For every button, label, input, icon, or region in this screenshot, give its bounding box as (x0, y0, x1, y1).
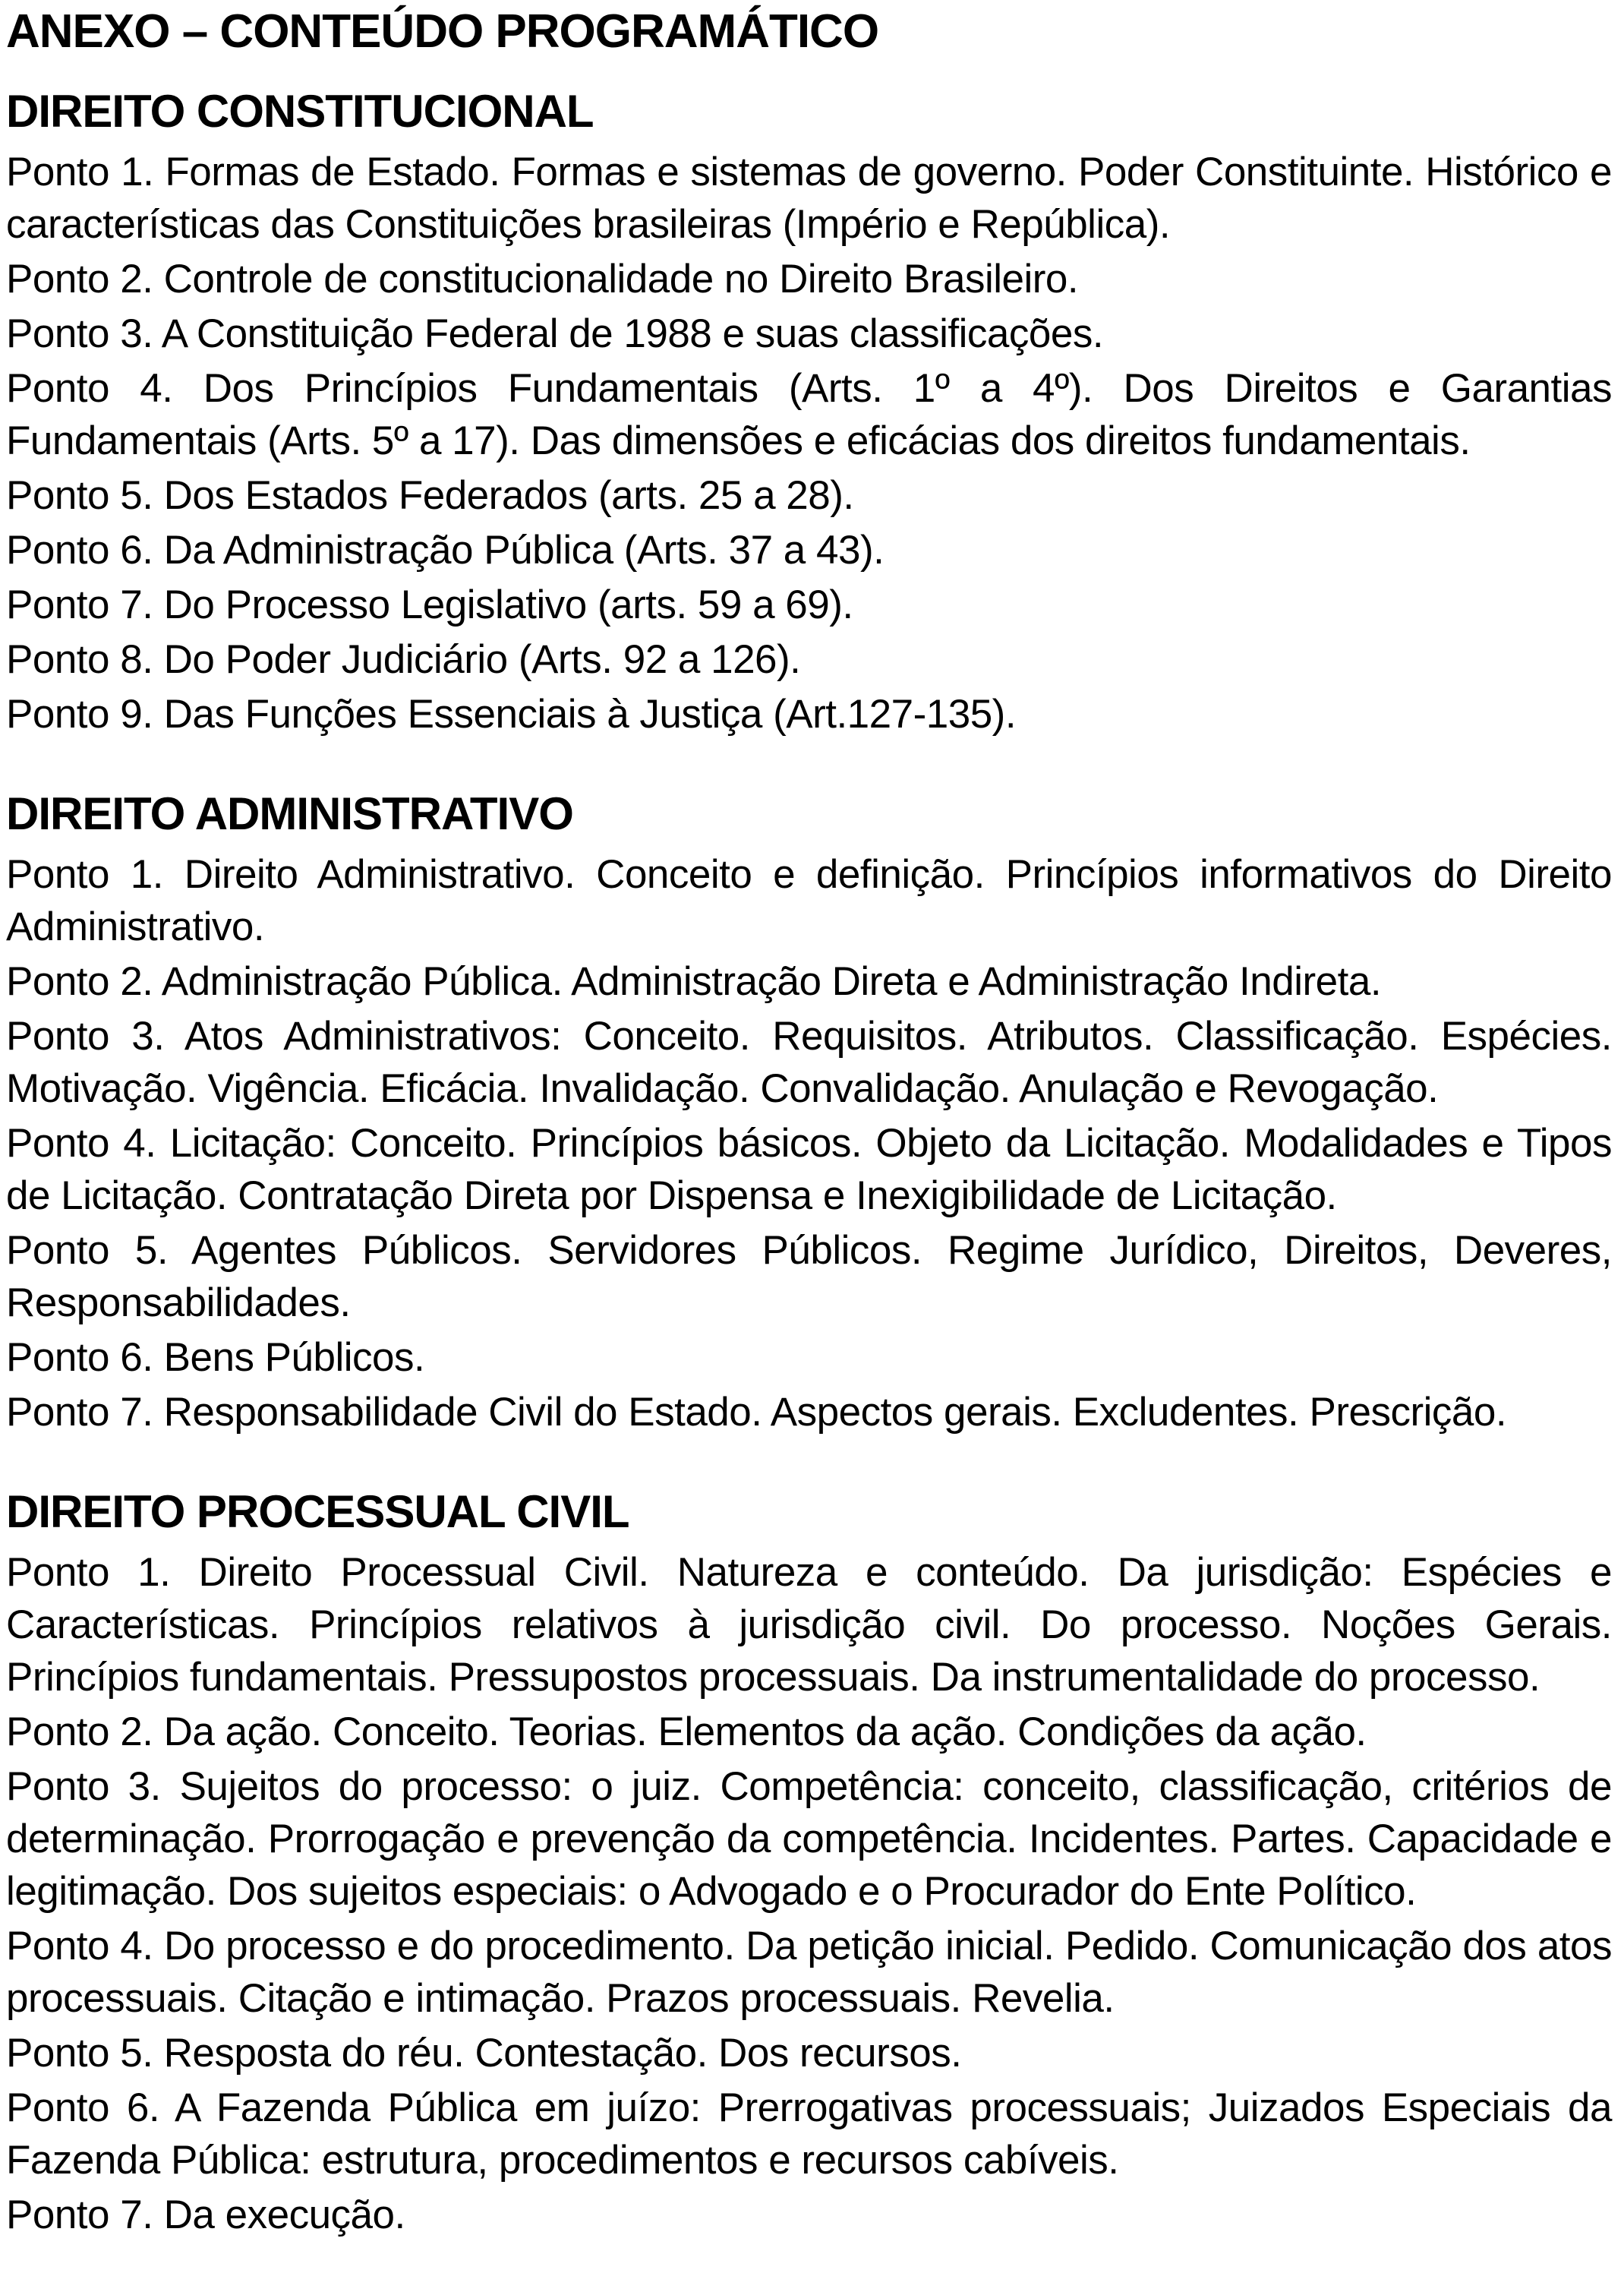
syllabus-item: Ponto 5. Resposta do réu. Contestação. Dos recursos. (6, 2031, 962, 2076)
section-heading-direito-processual-civil: DIREITO PROCESSUAL CIVIL (6, 1486, 629, 1537)
syllabus-item: Ponto 5. Dos Estados Federados (arts. 25 a 28). (6, 473, 854, 518)
syllabus-item: Ponto 6. Da Administração Pública (Arts. 37 a 43). (6, 528, 885, 573)
syllabus-item: Ponto 4. Do processo e do procedimento. Da petição inicial. Pedido. Comunicação dos atos processuais. Citação e intimação. Prazos processuais. Revelia. (6, 1924, 1612, 2021)
syllabus-item: Ponto 7. Da execução. (6, 2192, 405, 2237)
section-heading-direito-administrativo: DIREITO ADMINISTRATIVO (6, 788, 573, 839)
syllabus-item: Ponto 1. Direito Processual Civil. Natureza e conteúdo. Da jurisdição: Espécies e Características. Princípios relativos à jurisdição civil. Do processo. Noções Gerais. Princípios fundamentais. Pressupostos processuais. Da instrumentalidade do processo. (6, 1550, 1612, 1700)
syllabus-item: Ponto 3. A Constituição Federal de 1988 e suas classificações. (6, 311, 1104, 356)
syllabus-item: Ponto 1. Direito Administrativo. Conceito e definição. Princípios informativos do Direito Administrativo. (6, 852, 1612, 949)
syllabus-item: Ponto 2. Controle de constitucionalidade no Direito Brasileiro. (6, 257, 1079, 301)
syllabus-item: Ponto 4. Licitação: Conceito. Princípios básicos. Objeto da Licitação. Modalidades e Tipos de Licitação. Contratação Direta por Dispensa e Inexigibilidade de Licitação. (6, 1121, 1612, 1218)
syllabus-item: Ponto 4. Dos Princípios Fundamentais (Arts. 1º a 4º). Dos Direitos e Garantias Fundamentais (Arts. 5º a 17). Das dimensões e eficácias dos direitos fundamentais. (6, 366, 1612, 463)
syllabus-item: Ponto 1. Formas de Estado. Formas e sistemas de governo. Poder Constituinte. Histórico e características das Constituições brasileiras (Império e República). (6, 150, 1612, 247)
document-title: ANEXO – CONTEÚDO PROGRAMÁTICO (6, 5, 879, 58)
syllabus-item: Ponto 5. Agentes Públicos. Servidores Públicos. Regime Jurídico, Direitos, Deveres, Responsabilidades. (6, 1228, 1612, 1325)
syllabus-item: Ponto 7. Responsabilidade Civil do Estado. Aspectos gerais. Excludentes. Prescrição. (6, 1390, 1507, 1435)
syllabus-item: Ponto 2. Da ação. Conceito. Teorias. Elementos da ação. Condições da ação. (6, 1709, 1367, 1754)
syllabus-item: Ponto 6. Bens Públicos. (6, 1335, 425, 1380)
syllabus-item: Ponto 6. A Fazenda Pública em juízo: Prerrogativas processuais; Juizados Especiais da Fazenda Pública: estrutura, procedimentos e recursos cabíveis. (6, 2085, 1612, 2183)
syllabus-item: Ponto 2. Administração Pública. Administração Direta e Administração Indireta. (6, 959, 1382, 1004)
syllabus-item: Ponto 9. Das Funções Essenciais à Justiça (Art.127-135). (6, 692, 1017, 737)
section-heading-direito-constitucional: DIREITO CONSTITUCIONAL (6, 86, 594, 137)
syllabus-item: Ponto 8. Do Poder Judiciário (Arts. 92 a 126). (6, 637, 801, 682)
syllabus-item: Ponto 7. Do Processo Legislativo (arts. 59 a 69). (6, 582, 853, 627)
syllabus-item: Ponto 3. Sujeitos do processo: o juiz. Competência: conceito, classificação, critérios de determinação. Prorrogação e prevenção da competência. Incidentes. Partes. Capacidade e legitimação. Dos sujeitos especiais: o Advogado e o Procurador do Ente Político. (6, 1764, 1612, 1914)
syllabus-item: Ponto 3. Atos Administrativos: Conceito. Requisitos. Atributos. Classificação. Espécies. Motivação. Vigência. Eficácia. Invalidação. Convalidação. Anulação e Revogação. (6, 1014, 1612, 1111)
